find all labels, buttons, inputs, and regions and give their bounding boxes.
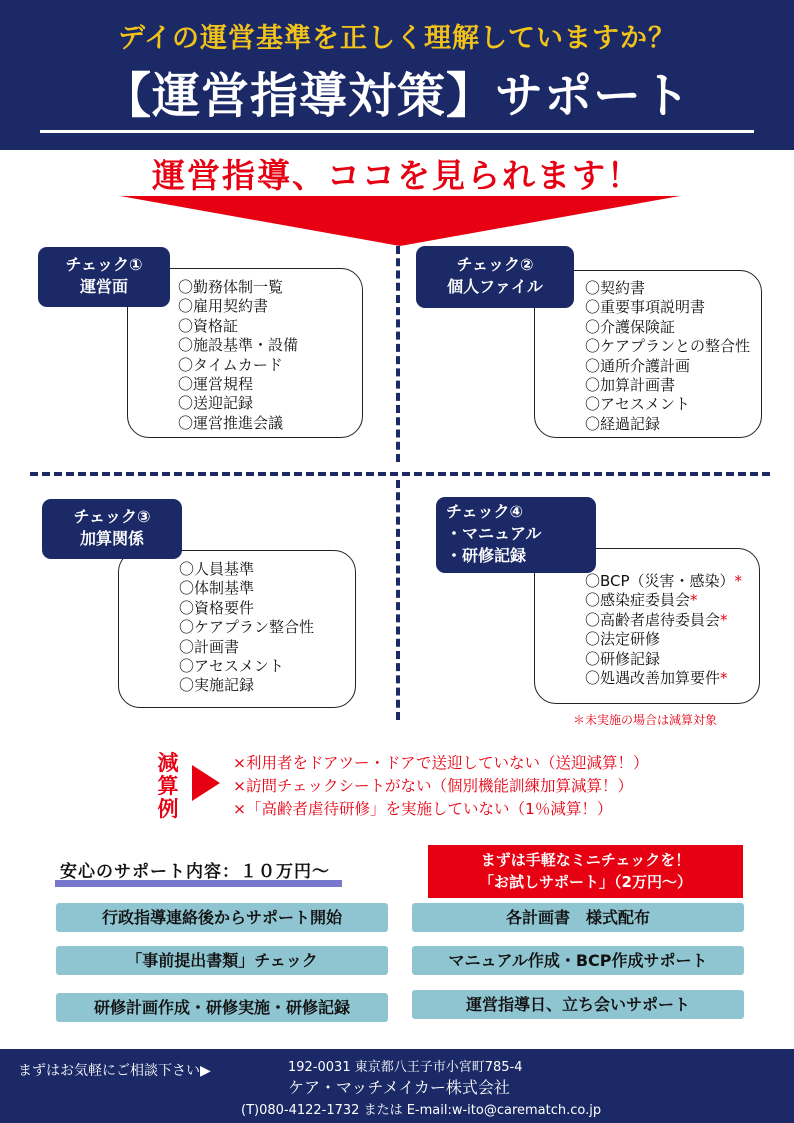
- check-1-list: [178, 278, 298, 433]
- vertical-divider-top: [396, 246, 400, 462]
- example-label-char: 例: [157, 797, 179, 821]
- list-item: [585, 591, 742, 610]
- support-item: 各計画書 様式配布: [412, 903, 744, 932]
- check-3-tag-number: チェック③: [73, 507, 151, 526]
- list-item: 〇人員基準: [179, 560, 255, 578]
- example-item: ×利用者をドアツー・ドアで送迎していない（送迎減算！）: [233, 754, 649, 772]
- trial-line-1: まずは手軽なミニチェックを！: [480, 851, 691, 869]
- check-4-tag: [436, 497, 596, 573]
- list-item: 〇契約書: [585, 279, 646, 297]
- down-arrow-icon: [120, 196, 680, 246]
- right-triangle-icon: [192, 765, 220, 801]
- list-item: [585, 611, 742, 630]
- deduction-note: ＊未実施の場合は減算対象: [573, 713, 718, 727]
- check-2-tag-number: チェック②: [456, 255, 534, 274]
- list-item-text: 〇高齢者虐待委員会: [585, 610, 721, 629]
- header-title: 【運営指導対策】サポート: [40, 66, 754, 133]
- list-item: 〇実施記録: [179, 676, 255, 695]
- support-item: 「事前提出書類」チェック: [56, 946, 388, 975]
- header-subtitle: デイの運営基準を正しく理解していますか？: [117, 23, 677, 54]
- example-list: [233, 752, 649, 821]
- contact-info: (T)080-4122-1732 または E-mail:w-ito@carematch.co.jp: [241, 1103, 602, 1118]
- list-item-text: 〇感染症委員会: [585, 591, 691, 610]
- list-item: [585, 669, 742, 688]
- asterisk-mark: *: [734, 572, 743, 590]
- check-4-tag-number: チェック④: [446, 502, 524, 521]
- company-name: ケア・マッチメイカー株式会社: [288, 1078, 510, 1097]
- list-item: 〇介護保険証: [585, 317, 676, 336]
- list-item: 〇体制基準: [179, 579, 255, 598]
- list-item: 〇ケアプランとの整合性: [585, 337, 751, 356]
- example-item: ×「高齢者虐待研修」を実施していない（1％減算！）: [233, 800, 613, 818]
- headline: 運営指導、ココを見られます！: [152, 156, 642, 195]
- example-label-char: 減: [157, 751, 179, 775]
- check-4-list: [585, 572, 742, 688]
- list-item: 〇ケアプラン整合性: [179, 618, 315, 637]
- example-label: [153, 752, 183, 821]
- trial-support-banner: [428, 845, 743, 898]
- list-item: 〇雇用契約書: [178, 297, 269, 316]
- list-item: 〇タイムカード: [178, 355, 283, 374]
- example-label-char: 算: [157, 774, 179, 798]
- list-item: 〇研修記録: [585, 649, 661, 668]
- support-title: 安心のサポート内容：１０万円～: [60, 862, 330, 882]
- list-item: 〇勤務体制一覧: [178, 278, 284, 296]
- list-item: 〇運営推進会議: [178, 413, 284, 432]
- horizontal-divider: [30, 472, 770, 476]
- check-3-tag: [42, 499, 182, 559]
- asterisk-mark: *: [720, 669, 728, 688]
- asterisk-mark: *: [690, 591, 698, 610]
- list-item-text: 〇処遇改善加算要件: [585, 669, 721, 688]
- list-item: 〇送迎記録: [178, 394, 254, 413]
- support-item: マニュアル作成・BCP作成サポート: [412, 946, 744, 975]
- check-1-tag: [38, 247, 170, 307]
- vertical-divider-bottom: [396, 480, 400, 720]
- check-3-box: [118, 550, 356, 708]
- list-item: 〇法定研修: [585, 630, 661, 649]
- support-item: 行政指導連絡後からサポート開始: [56, 903, 388, 932]
- asterisk-mark: *: [720, 610, 728, 629]
- list-item: 〇重要事項説明書: [585, 298, 706, 317]
- list-item-text: 〇BCP（災害・感染）: [585, 572, 735, 590]
- check-2-tag-label: 個人ファイル: [447, 277, 543, 296]
- support-item: 研修計画作成・研修実施・研修記録: [56, 993, 388, 1022]
- consult-text: まずはお気軽にご相談下さい▶: [18, 1063, 211, 1079]
- list-item: 〇通所介護計画: [585, 356, 691, 375]
- list-item: 〇アセスメント: [179, 657, 284, 676]
- list-item: 〇運営規程: [178, 375, 254, 394]
- support-item: 運営指導日、立ち会いサポート: [412, 990, 744, 1019]
- list-item: 〇アセスメント: [585, 395, 690, 414]
- check-2-list: [585, 279, 750, 434]
- check-4-tag-label-2: ・研修記録: [446, 546, 527, 565]
- check-3-tag-label: 加算関係: [79, 529, 144, 548]
- list-item: 〇計画書: [179, 637, 240, 656]
- list-item: 〇施設基準・設備: [178, 336, 299, 355]
- address: 192-0031 東京都八王子市小宮町785-4: [288, 1060, 523, 1075]
- check-4-tag-label: ・マニュアル: [446, 524, 542, 543]
- list-item: [585, 572, 742, 591]
- list-item: 〇資格要件: [179, 598, 255, 617]
- check-3-list: [179, 560, 314, 696]
- example-item: ×訪問チェックシートがない（個別機能訓練加算減算！）: [233, 777, 634, 795]
- list-item: 〇加算計画書: [585, 376, 676, 395]
- check-1-tag-label: 運営面: [79, 277, 128, 296]
- check-1-tag-number: チェック①: [65, 255, 143, 274]
- check-2-tag: [416, 246, 574, 308]
- list-item: 〇経過記録: [585, 414, 661, 433]
- list-item: 〇資格証: [178, 316, 239, 335]
- trial-line-2: 「お試しサポート」（2万円～）: [479, 873, 692, 891]
